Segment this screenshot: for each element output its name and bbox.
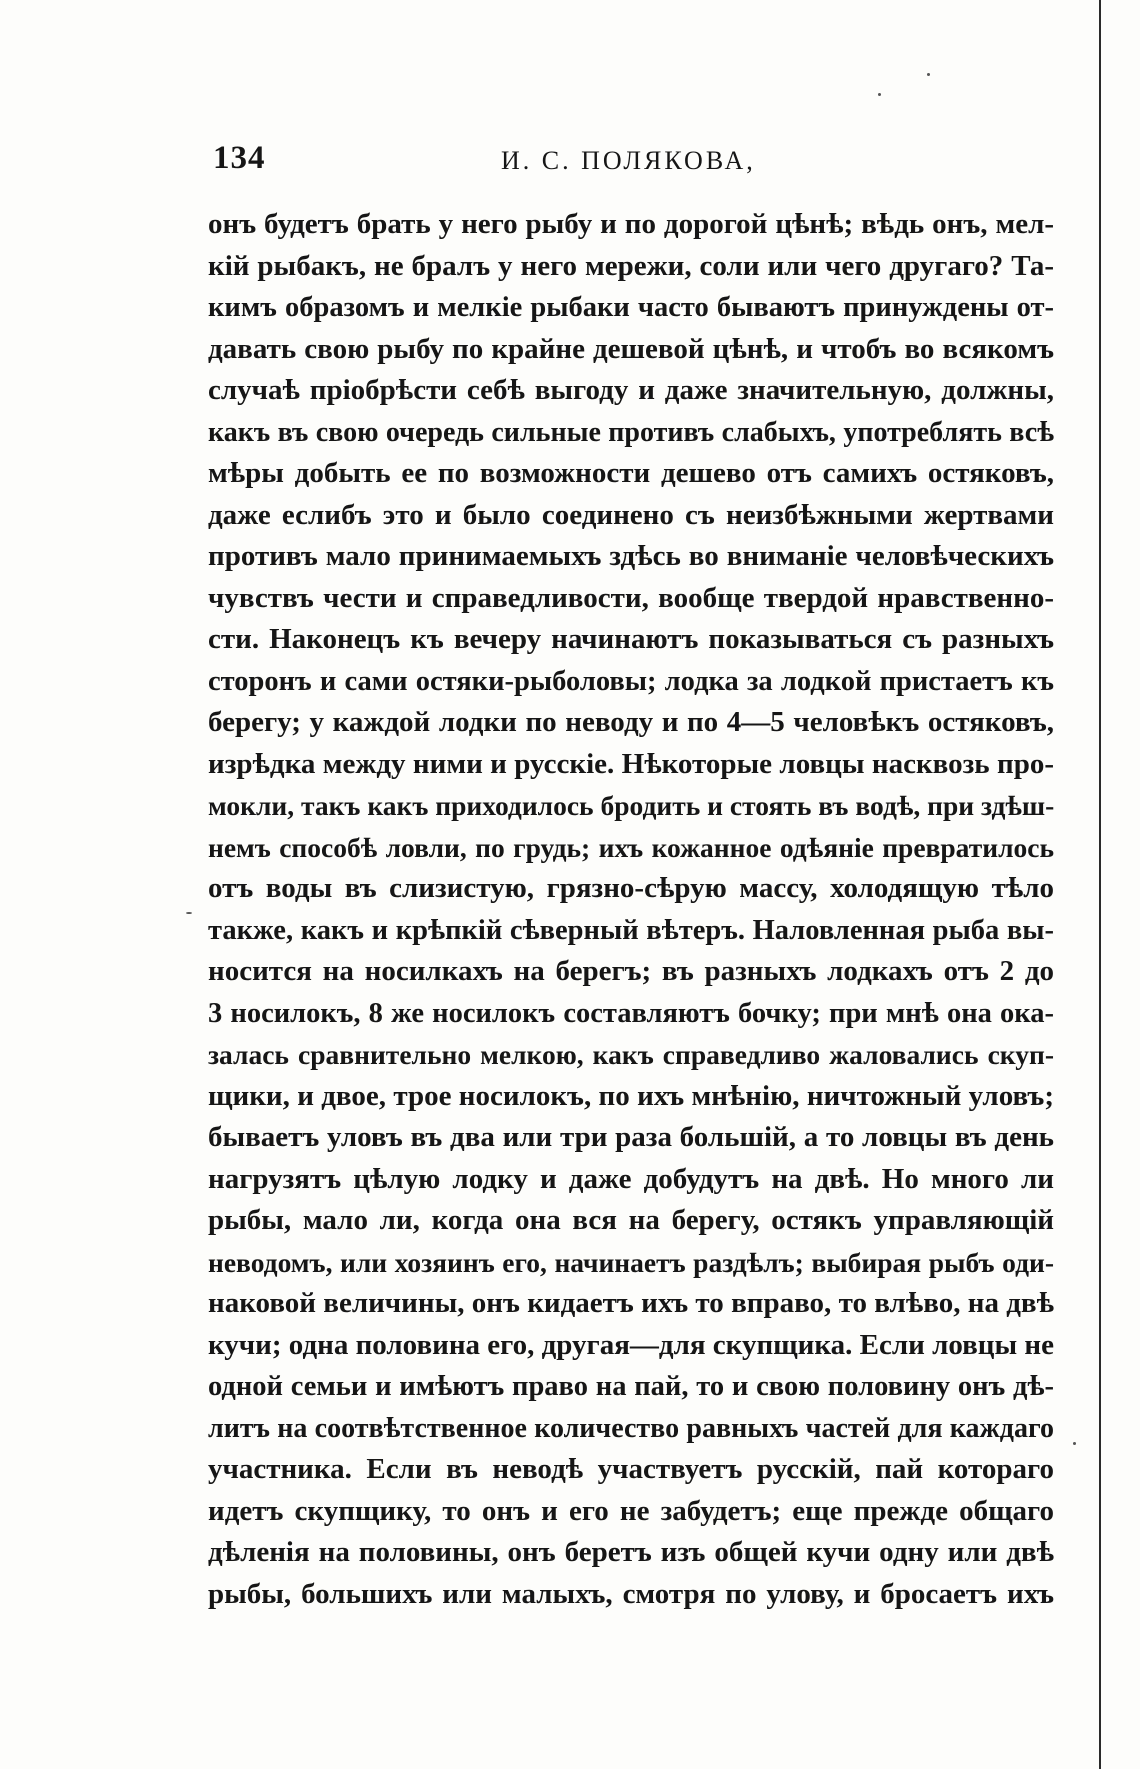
text-line: мокли, такъ какъ приходилось бродить и стоять въ водѣ, при здѣш-: [208, 790, 1054, 821]
text-line: сти. Наконецъ къ вечеру начинаютъ показываться съ разныхъ: [208, 623, 1054, 655]
body-text: [208, 204, 1054, 1615]
text-line: случаѣ пріобрѣсти себѣ выгоду и даже значительную, должны,: [208, 374, 1054, 406]
page-edge-rule: [1099, 0, 1101, 1769]
text-line: кучи; одна половина его, другая—для скупщика. Если ловцы не: [208, 1328, 1054, 1361]
text-line: залась сравнительно мелкою, какъ справедливо жаловались скуп-: [208, 1039, 1054, 1070]
page-header: [213, 140, 1051, 186]
text-line: щики, и двое, трое носилокъ, по ихъ мнѣнію, ничтожный уловъ;: [208, 1079, 1054, 1112]
text-line: сторонъ и сами остяки-рыболовы; лодка за лодкой пристаетъ къ: [208, 665, 1054, 697]
text-line: нагрузятъ цѣлую лодку и даже добудутъ на двѣ. Но много ли: [208, 1162, 1054, 1195]
text-line: 3 носилокъ, 8 же носилокъ составляютъ бочку; при мнѣ она ока-: [208, 997, 1054, 1029]
text-line: дѣленія на половины, онъ беретъ изъ общей кучи одну или двѣ: [208, 1536, 1054, 1568]
running-head: И. С. ПОЛЯКОВА,: [501, 146, 756, 175]
text-line: литъ на соотвѣтственное количество равныхъ частей для каждаго: [208, 1412, 1054, 1444]
text-line: онъ будетъ брать у него рыбу и по дорогой цѣнѣ; вѣдь онъ, мел-: [208, 208, 1054, 240]
text-line: участника. Если въ неводѣ участвуетъ русскій, пай котораго: [208, 1453, 1054, 1485]
text-line: чувствъ чести и справедливости, вообще твердой нравственно-: [208, 581, 1054, 614]
text-line: рыбы, большихъ или малыхъ, смотря по улову, и бросаетъ ихъ: [208, 1577, 1054, 1610]
text-line: носится на носилкахъ на берегъ; въ разныхъ лодкахъ отъ 2 до: [208, 955, 1054, 987]
text-line: мѣры добыть ее по возможности дешево отъ самихъ остяковъ,: [208, 457, 1054, 489]
text-line: немъ способѣ ловли, по грудь; ихъ кожанное одѣяніе превратилось: [208, 831, 1054, 863]
text-line: также, какъ и крѣпкій сѣверный вѣтеръ. Наловленная рыба вы-: [208, 914, 1054, 946]
text-line: берегу; у каждой лодки по неводу и по 4—5 человѣкъ остяковъ,: [208, 706, 1054, 738]
print-speck: [186, 912, 192, 914]
text-line: наковой величины, онъ кидаетъ ихъ то вправо, то влѣво, на двѣ: [208, 1287, 1054, 1319]
text-line: бываетъ уловъ въ два или три раза большій, а то ловцы въ день: [208, 1121, 1054, 1153]
text-line: противъ мало принимаемыхъ здѣсь во вниманіе человѣческихъ: [208, 540, 1054, 572]
text-line: даже еслибъ это и было соединено съ неизбѣжными жертвами: [208, 498, 1054, 531]
text-line: отъ воды въ слизистую, грязно-сѣрую массу, холодящую тѣло: [208, 872, 1054, 904]
text-line: какъ въ свою очередь сильные противъ слабыхъ, употреблять всѣ: [208, 416, 1054, 448]
text-line: идетъ скупщику, то онъ и его не забудетъ; еще прежде общаго: [208, 1494, 1054, 1527]
text-line: рыбы, мало ли, когда она вся на берегу, остякъ управляющій: [208, 1204, 1054, 1236]
print-speck: [878, 93, 881, 96]
text-line: кимъ образомъ и мелкіе рыбаки часто бываютъ принуждены от-: [208, 292, 1054, 323]
text-line: неводомъ, или хозяинъ его, начинаетъ раздѣлъ; выбирая рыбъ оди-: [208, 1246, 1054, 1278]
print-speck: [927, 73, 930, 76]
text-line: давать свою рыбу по крайне дешевой цѣнѣ, и чтобъ во всякомъ: [208, 332, 1054, 365]
page-number: 134: [213, 140, 266, 176]
text-line: одной семьи и имѣютъ право на пай, то и свою половину онъ дѣ-: [208, 1371, 1054, 1402]
text-line: изрѣдка между ними и русскіе. Нѣкоторые ловцы насквозь про-: [208, 747, 1054, 780]
text-line: кій рыбакъ, не бралъ у него мережи, соли или чего другаго? Та-: [208, 249, 1054, 282]
print-speck: [1073, 1442, 1076, 1445]
